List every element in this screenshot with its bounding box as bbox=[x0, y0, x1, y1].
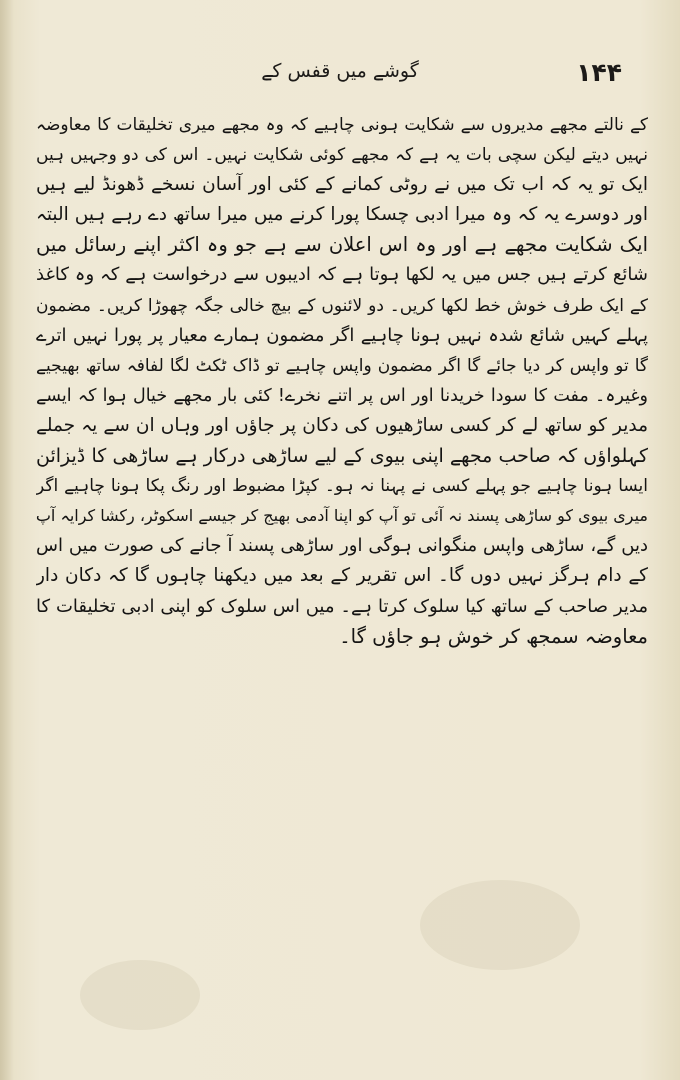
page-number: ۱۴۴ bbox=[576, 58, 622, 87]
text-line: ایک شکایت مجھے ہے اور وہ اس اعلان سے ہے جو وہ اکثر اپنے رسائل میں bbox=[36, 233, 648, 257]
text-line: ایک تو یہ کہ اب تک میں نے روٹی کمانے کے کئی اور آسان نسخے ڈھونڈ لیے ہیں bbox=[36, 174, 648, 196]
body-paragraph bbox=[36, 110, 648, 652]
paper-stain bbox=[80, 960, 200, 1030]
text-line: کہلواؤں کہ صاحب مجھے اپنی بیوی کے لیے ساڑھی درکار ہے ساڑھی کا ڈیزائن bbox=[36, 445, 648, 468]
text-line: معاوضہ سمجھ کر خوش ہو جاؤں گا۔ bbox=[339, 624, 648, 648]
text-line: گا تو واپس کر دیا جائے گا اگر مضمون واپس چاہیے تو ڈاک ٹکٹ لگا لفافہ ساتھ بھیجیے bbox=[36, 355, 648, 376]
text-line: پہلے کہیں شائع شدہ نہیں ہونا چاہیے اگر مضمون ہمارے معیار پر پورا نہیں اترے bbox=[36, 324, 648, 346]
text-line: اور دوسرے یہ کہ وہ میرا ادبی چسکا پورا کرنے میں میرا ساتھ دے رہے ہیں البتہ bbox=[36, 204, 648, 226]
text-line: مدیر کو ساتھ لے کر کسی ساڑھیوں کی دکان پر جاؤں اور وہاں ان سے یہ جملے bbox=[36, 414, 648, 436]
text-line: کے ایک طرف خوش خط لکھا کریں۔ دو لائنوں کے بیچ خالی جگہ چھوڑا کریں۔ مضمون bbox=[36, 295, 648, 316]
text-line: مدیر صاحب کے ساتھ کیا سلوک کرتا ہے۔ میں اس سلوک کو اپنی ادبی تخلیقات کا bbox=[36, 595, 648, 617]
text-line: نہیں دیتے لیکن سچی بات یہ ہے کہ مجھے کوئی شکایت نہیں۔ اس کی دو وجہیں ہیں bbox=[36, 145, 648, 166]
paper-stain bbox=[420, 880, 580, 970]
text-line: ایسا ہونا چاہیے جو پہلے کسی نے پہنا نہ ہو۔ کپڑا مضبوط اور رنگ پکا ہونا چاہیے اگر bbox=[36, 476, 648, 497]
text-line: میری بیوی کو ساڑھی پسند نہ آئی تو آپ کو اپنا آدمی بھیج کر جیسے اسکوٹر، رکشا کرایہ آپ bbox=[36, 506, 648, 526]
text-line: کے دام ہرگز نہیں دوں گا۔ اس تقریر کے بعد میں دیکھنا چاہوں گا کہ دکان دار bbox=[36, 565, 648, 587]
page-header bbox=[40, 50, 640, 90]
text-line: کے نالتے مجھے مدیروں سے شکایت ہونی چاہیے کہ وہ مجھے میری تخلیقات کا معاوضہ bbox=[36, 115, 648, 135]
text-line: شائع کرتے ہیں جس میں یہ لکھا ہوتا ہے کہ ادیبوں سے درخواست ہے کہ وہ کاغذ bbox=[36, 264, 648, 286]
running-title: گوشے میں قفس کے bbox=[261, 60, 419, 82]
text-line: دیں گے، ساڑھی واپس منگوانی ہوگی اور ساڑھی پسند آ جانے کی صورت میں اس bbox=[36, 535, 648, 557]
text-line: وغیرہ۔ مفت کا سودا خریدنا اور اس پر اتنے نخرے! کئی بار مجھے خیال ہوا کہ ایسے bbox=[36, 385, 648, 406]
page-gutter-shadow bbox=[0, 0, 14, 1080]
